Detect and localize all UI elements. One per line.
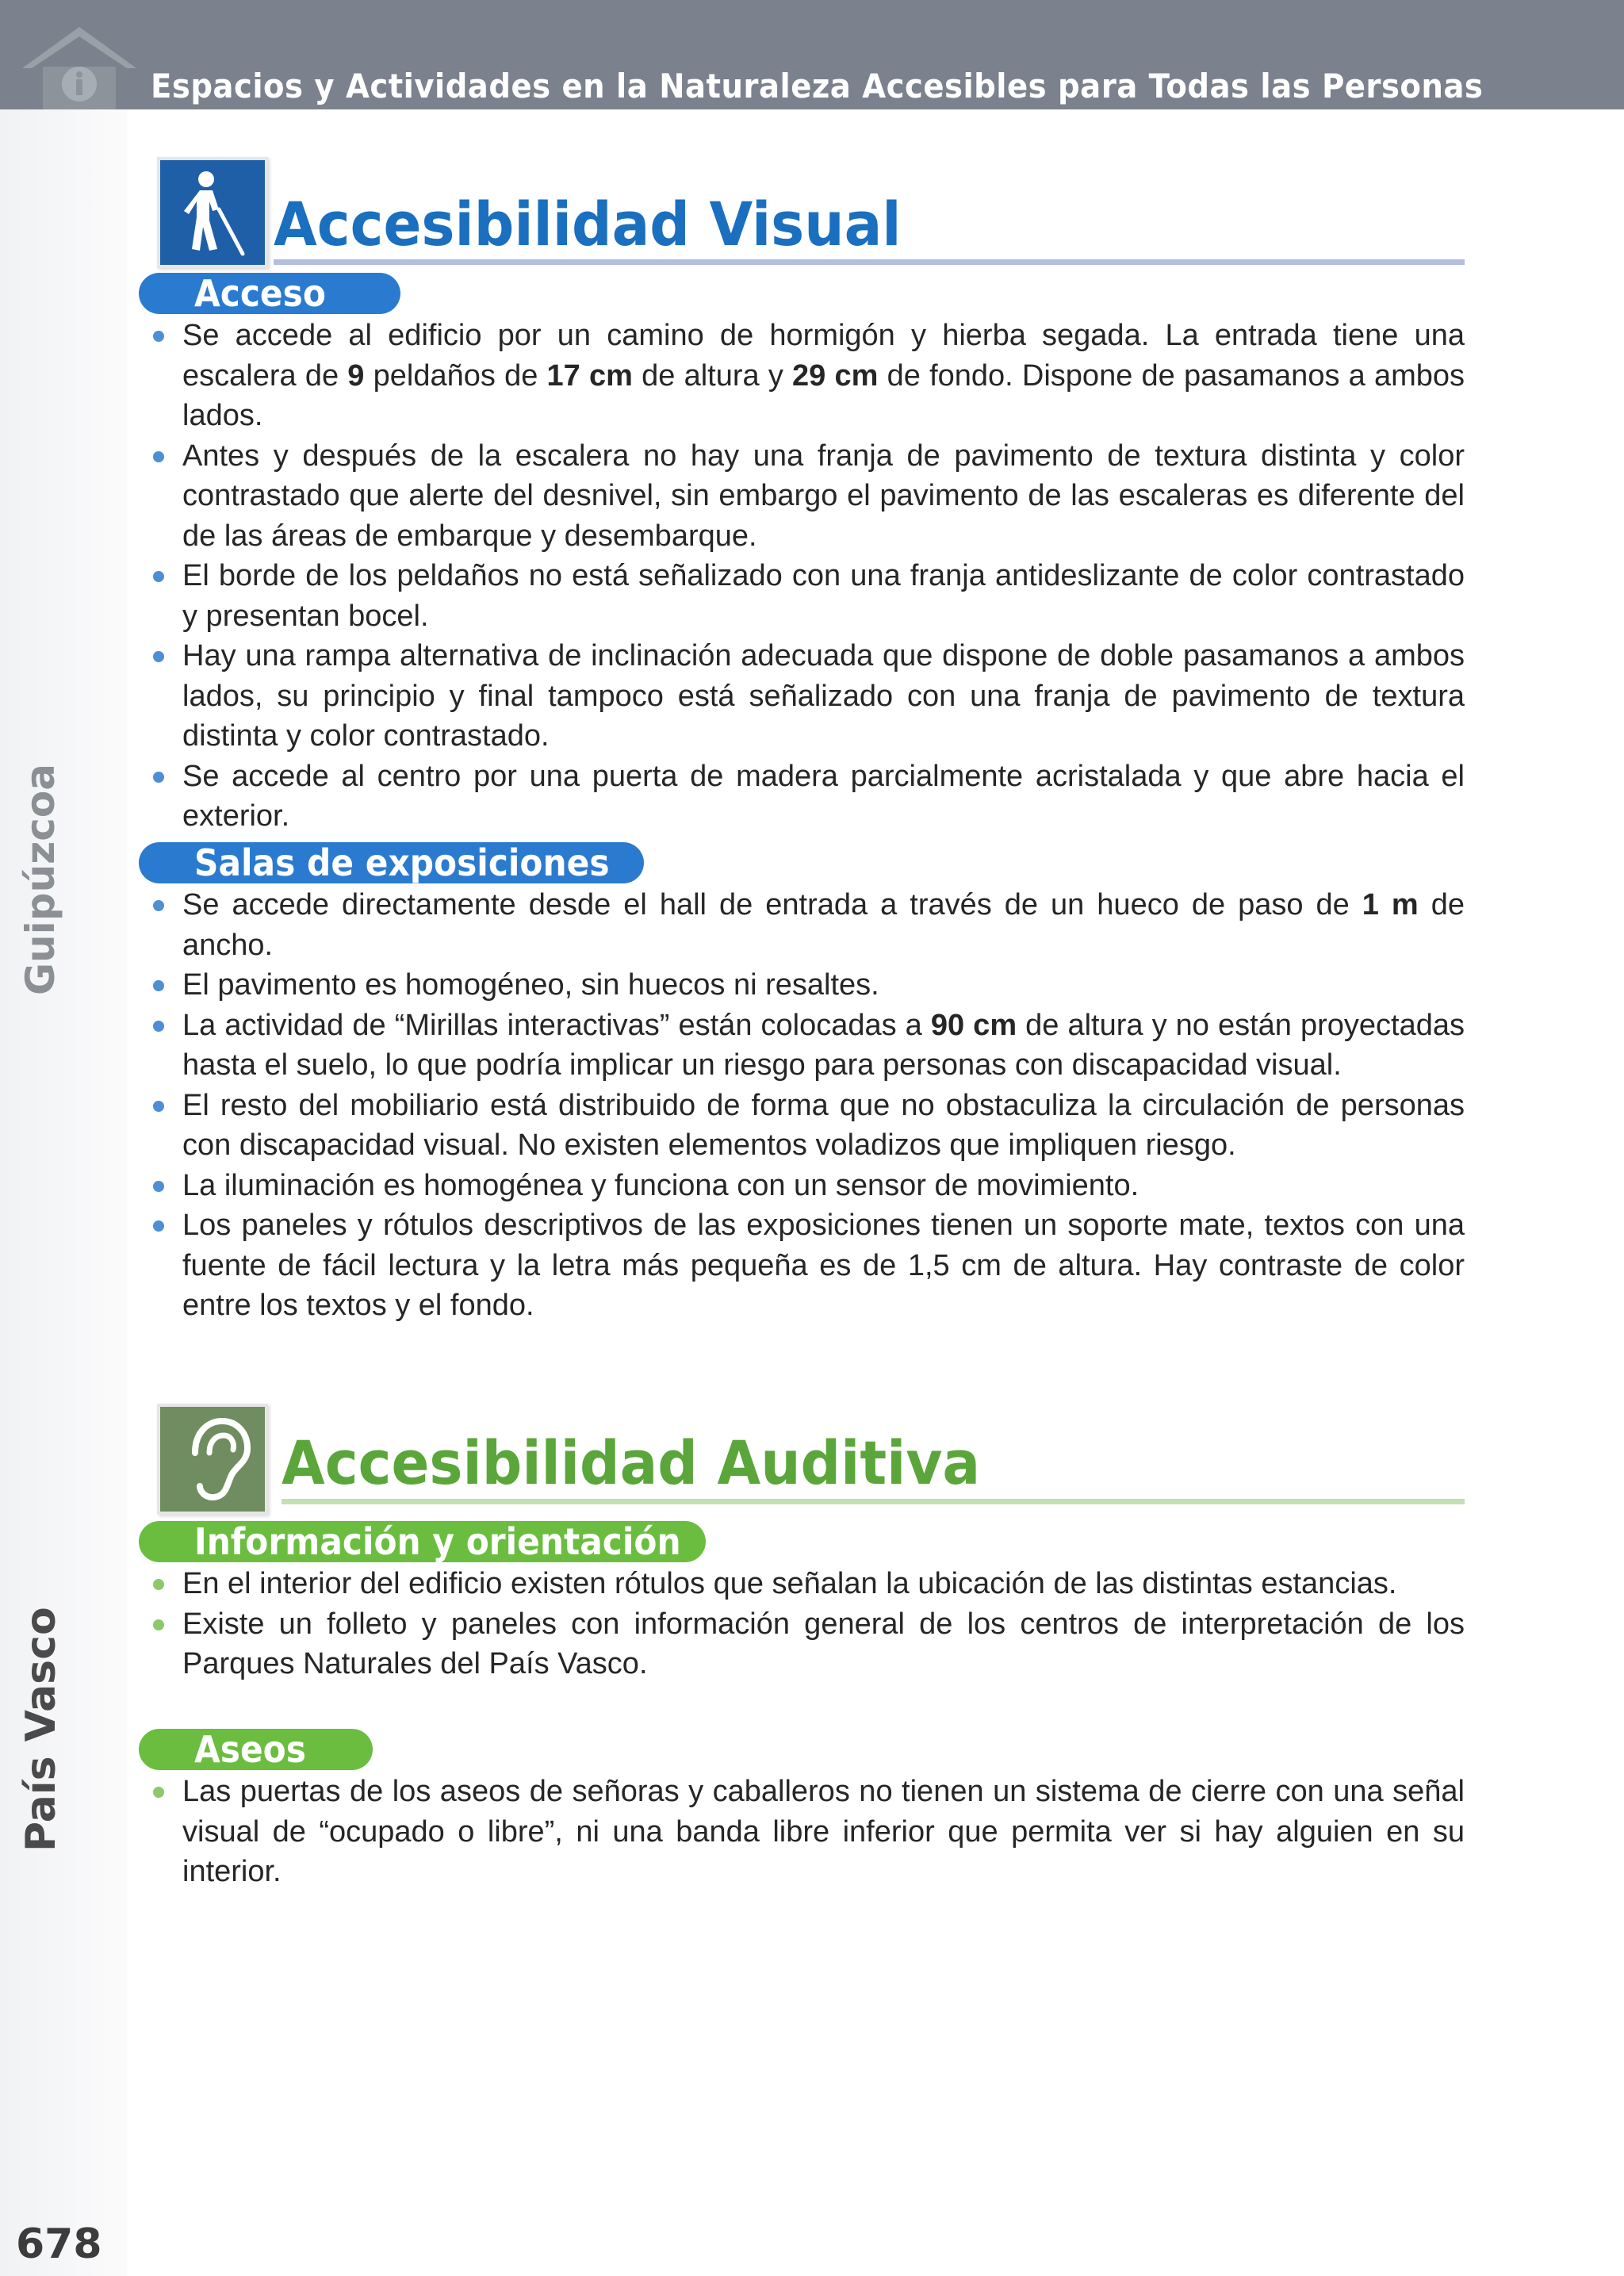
acceso-list	[182, 316, 1465, 837]
title-rule-auditiva	[282, 1499, 1465, 1504]
list-item: Las puertas de los aseos de señoras y caballeros no tienen un sistema de cierre con una señal visual de “ocupado o libre”, ni una banda libre inferior que permita ver si hay alguien en su interior.	[182, 1772, 1465, 1892]
list-item: Se accede al centro por una puerta de madera parcialmente acristalada y que abre hacia el exterior.	[182, 757, 1465, 837]
list-item: Hay una rampa alternativa de inclinación adecuada que dispone de doble pasamanos a ambos lados, su principio y final tampoco está señalizado con una franja de pavimento de textura distinta y color contrastado.	[182, 636, 1465, 757]
aseos-list	[182, 1772, 1465, 1892]
sidebar-region-label: Guipúzcoa	[17, 764, 63, 995]
list-item: El pavimento es homogéneo, sin huecos ni resaltes.	[182, 965, 1465, 1006]
list-item: La actividad de “Mirillas interactivas” están colocadas a 90 cm de altura y no están proyectadas hasta el suelo, lo que podría implicar un riesgo para personas con discapacidad visual.	[182, 1006, 1465, 1086]
section-title-visual: Accesibilidad Visual	[274, 189, 902, 259]
list-item: En el interior del edificio existen rótulos que señalan la ubicación de las distintas estancias.	[182, 1564, 1465, 1604]
subhead-aseos: Aseos	[139, 1729, 373, 1770]
list-item: El resto del mobiliario está distribuido de forma que no obstaculiza la circulación de personas con discapacidad visual. No existen elementos voladizos que impliquen riesgo.	[182, 1086, 1465, 1166]
list-item: Antes y después de la escalera no hay una franja de pavimento de textura distinta y color contrastado que alerte del desnivel, sin embargo el pavimento de las escaleras es diferente del de las áreas de embarque y desembarque.	[182, 436, 1465, 557]
side-strip	[0, 109, 127, 2276]
list-item: La iluminación es homogénea y funciona con un sensor de movimiento.	[182, 1166, 1465, 1206]
house-info-icon	[16, 22, 143, 109]
informacion-list	[182, 1564, 1465, 1684]
header-title: Espacios y Actividades en la Naturaleza Accesibles para Todas las Personas	[151, 67, 1484, 105]
sidebar-country-label: País Vasco	[17, 1607, 65, 1852]
list-item: Se accede directamente desde el hall de entrada a través de un hueco de paso de 1 m de ancho.	[182, 885, 1465, 965]
section-title-auditiva: Accesibilidad Auditiva	[282, 1427, 981, 1498]
page-number: 678	[16, 2220, 102, 2268]
salas-list	[182, 885, 1465, 1326]
subhead-salas: Salas de exposiciones	[139, 842, 644, 883]
subhead-informacion: Información y orientación	[139, 1521, 706, 1562]
list-item: Se accede al edificio por un camino de hormigón y hierba segada. La entrada tiene una escalera de 9 peldaños de 17 cm de altura y 29 cm de fondo. Dispone de pasamanos a ambos lados.	[182, 316, 1465, 436]
list-item: Existe un folleto y paneles con información general de los centros de interpretación de los Parques Naturales del País Vasco.	[182, 1604, 1465, 1684]
list-item: Los paneles y rótulos descriptivos de las exposiciones tienen un soporte mate, textos con una fuente de fácil lectura y la letra más pequeña es de 1,5 cm de altura. Hay contraste de color entre los textos y el fondo.	[182, 1205, 1465, 1326]
subhead-acceso: Acceso	[139, 273, 400, 314]
ear-icon	[157, 1404, 268, 1515]
list-item: El borde de los peldaños no está señalizado con una franja antideslizante de color contrastado y presentan bocel.	[182, 556, 1465, 636]
title-rule-visual	[274, 259, 1465, 265]
blind-person-cane-icon	[157, 157, 268, 268]
